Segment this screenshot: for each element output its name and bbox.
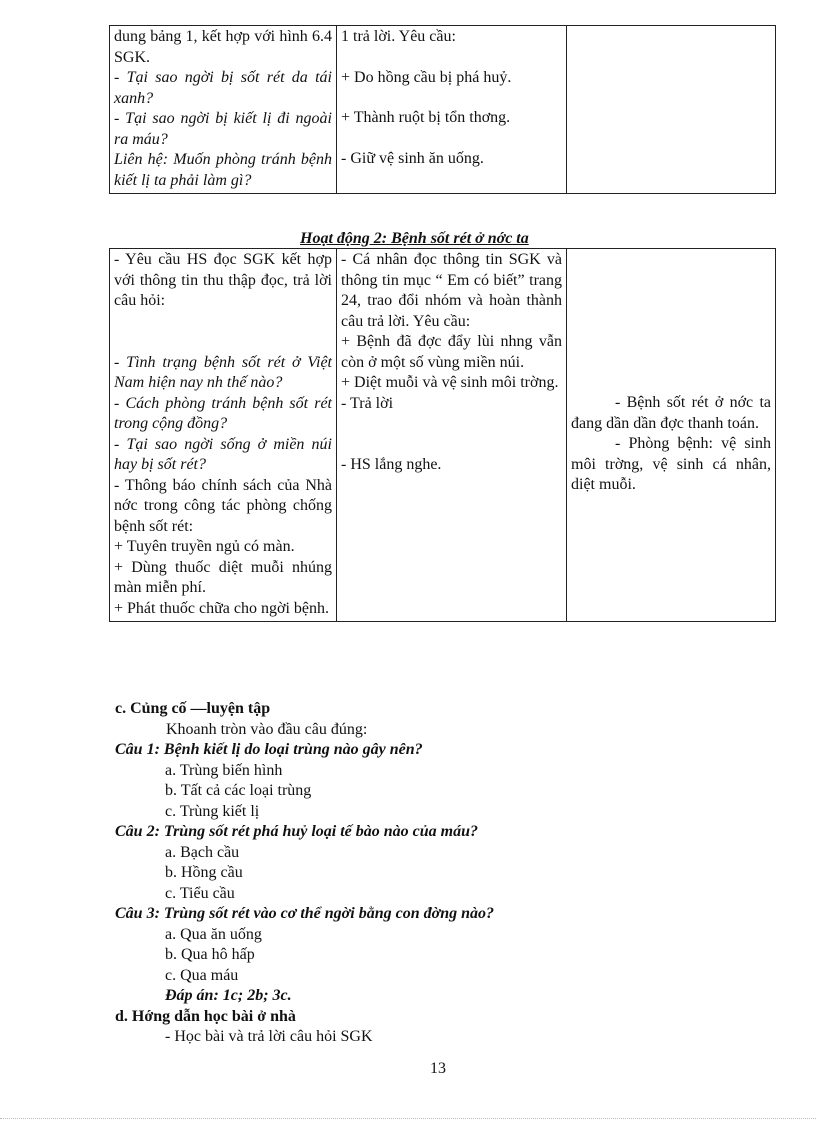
conclusion-column <box>567 249 776 622</box>
cell-text: - Cá nhân đọc thông tin SGK và thông tin mục “ Em có biết” trang 24, trao đổi nhóm và hoàn thành câu trả lời. Yêu cầu: <box>341 251 562 330</box>
student-column <box>337 26 567 194</box>
question-title: Câu 1: Bệnh kiết lị do loại trùng nào gây nên? <box>115 741 423 758</box>
answer-text: - Trả lời <box>341 394 394 412</box>
cell-text: - Thông báo chính sách của Nhà nớc trong công tác phòng chống bệnh sốt rét: <box>114 476 332 535</box>
cell-text: - Yêu cầu HS đọc SGK kết hợp với thông tin thu thập đọc, trả lời câu hỏi: <box>114 251 332 309</box>
cell-text: 1 trả lời. Yêu cầu: <box>341 28 456 45</box>
answer-text: - Giữ vệ sinh ăn uống. <box>341 149 484 167</box>
teacher-column <box>110 249 337 622</box>
question: - Cách phòng tránh bệnh sốt rét trong cộng đồng? <box>114 394 332 432</box>
answer-text: + Bệnh đã đợc đẩy lùi nhng vẫn còn ở một số vùng miền núi. <box>341 333 562 371</box>
option: a. Qua ăn uống <box>165 925 262 943</box>
answer-text: + Thành ruột bị tổn thơng. <box>341 109 511 126</box>
page-number: 13 <box>430 1060 446 1077</box>
conclusion-text: - Bệnh sốt rét ở nớc ta đang dần dần đợc thanh toán. <box>571 394 771 432</box>
question: - Tại sao ngời sống ở miền núi hay bị sốt rét? <box>114 435 332 473</box>
activity-2-heading: Hoạt động 2: Bệnh sốt rét ở nớc ta <box>300 230 529 247</box>
activity-table-2 <box>109 248 776 622</box>
cell-text: + Phát thuốc chữa cho ngời bệnh. <box>114 599 329 617</box>
activity-table-1 <box>109 25 776 194</box>
homework-item: - Học bài và trả lời câu hỏi SGK <box>165 1028 373 1045</box>
question: - Tình trạng bệnh sốt rét ở Việt Nam hiện nay nh thế nào? <box>114 353 332 391</box>
conclusion-column <box>567 26 776 194</box>
option: b. Qua hô hấp <box>165 946 255 963</box>
cell-text: + Dùng thuốc diệt muỗi nhúng màn miễn phí. <box>114 558 332 596</box>
option: c. Trùng kiết lị <box>165 802 260 820</box>
question: - Tại sao ngời bị kiết lị đi ngoài ra máu? <box>114 110 332 148</box>
option: c. Qua máu <box>165 966 239 984</box>
section-c-intro: Khoanh tròn vào đầu câu đúng: <box>166 720 368 738</box>
answer-text: + Diệt muỗi và vệ sinh môi trờng. <box>341 374 559 391</box>
cell-text: dung bảng 1, kết hợp với hình 6.4 SGK. <box>114 28 332 66</box>
practice-section <box>115 699 715 1048</box>
conclusion-text: - Phòng bệnh: vệ sinh môi trờng, vệ sinh cá nhân, diệt muỗi. <box>571 435 771 493</box>
option: b. Tất cả các loại trùng <box>165 782 312 799</box>
teacher-column <box>110 26 337 194</box>
answer-key: Đáp án: 1c; 2b; 3c. <box>165 987 292 1004</box>
answer-text: - HS lắng nghe. <box>341 456 442 473</box>
option: a. Trùng biến hình <box>165 761 283 779</box>
question-title: Câu 3: Trùng sốt rét vào cơ thể ngời bằng con đờng nào? <box>115 905 494 922</box>
option: a. Bạch cầu <box>165 843 240 861</box>
option: c. Tiểu cầu <box>165 884 235 902</box>
question: Liên hệ: Muốn phòng tránh bệnh kiết lị ta phải làm gì? <box>114 151 332 189</box>
answer-text: + Do hồng cầu bị phá huỷ. <box>341 68 512 86</box>
footer-divider <box>0 1118 816 1119</box>
option: b. Hồng cầu <box>165 864 243 881</box>
question: - Tại sao ngời bị sốt rét da tái xanh? <box>114 69 332 107</box>
cell-text: + Tuyên truyền ngủ có màn. <box>114 538 295 555</box>
section-c-title: c. Củng cố —luyện tập <box>115 700 271 717</box>
question-title: Câu 2: Trùng sốt rét phá huỷ loại tế bào nào của máu? <box>115 823 479 840</box>
section-d-title: d. Hớng dẫn học bài ở nhà <box>115 1007 296 1025</box>
student-column <box>337 249 567 622</box>
